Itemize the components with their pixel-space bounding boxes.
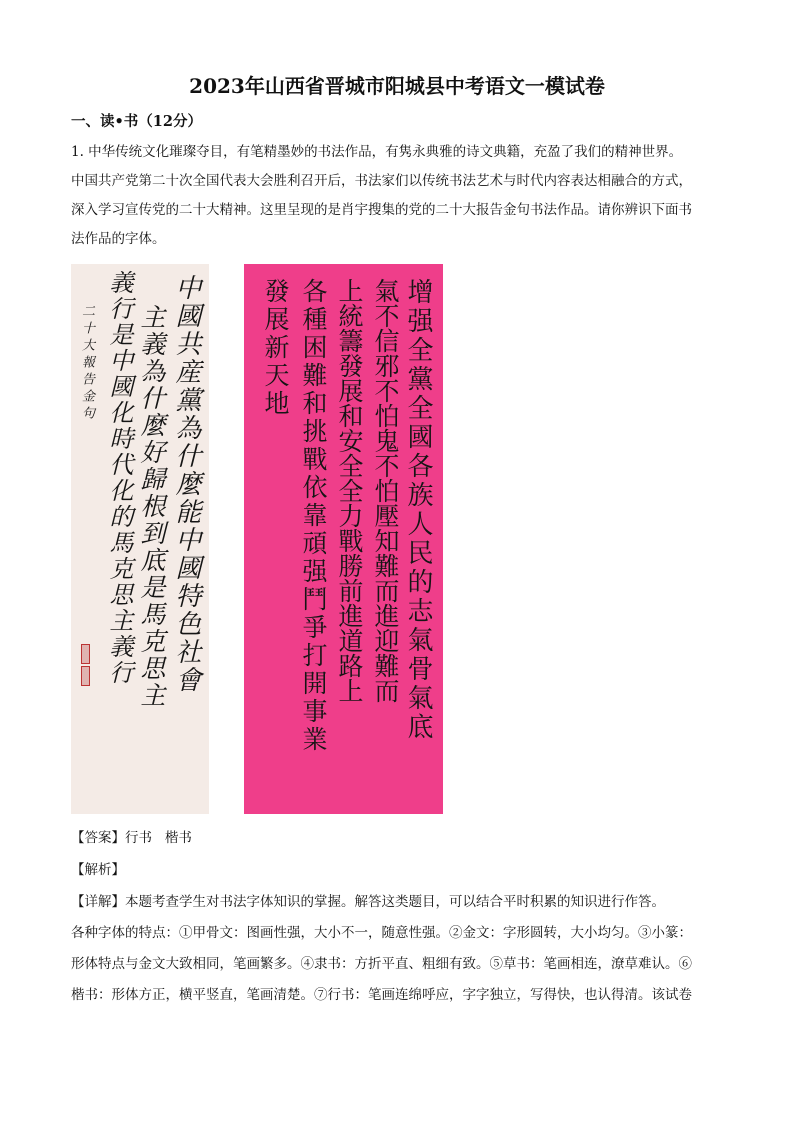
calligraphy-column: 增强全黨全國各族人民的志氣骨氣底	[403, 278, 433, 742]
calligraphy-column: 義行是中國化時代化的馬克思主義行	[105, 270, 133, 686]
answer-label: 【答案】	[71, 830, 125, 846]
section-heading: 一、读•书（12分）	[71, 113, 202, 130]
calligraphy-column: 氣不信邪不怕鬼不怕壓知難而進迎難而	[371, 278, 400, 703]
analysis-label: 【解析】	[71, 862, 125, 878]
detail-label: 【详解】	[71, 894, 125, 910]
answer-text: 行书 楷书	[125, 830, 192, 846]
question-text	[71, 138, 723, 254]
question-line: 深入学习宣传党的二十大精神。这里呈现的是肖宇搜集的党的二十大报告金句书法作品。请你辨识下面书	[71, 202, 692, 218]
calligraphy-column: 發展新天地	[261, 278, 290, 418]
calligraphy-column: 中國共産黨為什麼能中國特色社會	[171, 274, 201, 694]
detail-line: 楷书：形体方正，横平竖直，笔画清楚。⑦行书：笔画连绵呼应，字字独立，写得快，也认得清。该试卷	[71, 987, 692, 1003]
question-line: 中国共产党第二十次全国代表大会胜利召开后，书法家们以传统书法艺术与时代内容表达相融合的方式，	[71, 173, 692, 189]
question-line: 法作品的字体。	[71, 231, 166, 247]
calligraphy-xingshu-image	[71, 264, 209, 814]
calligraphy-column: 主義為什麼好歸根到底是馬克思主	[137, 304, 166, 709]
answer-line	[71, 826, 192, 846]
calligraphy-column: 上統籌發展和安全全力戰勝前進道路上	[335, 278, 364, 703]
detail-line: 【详解】本题考查学生对书法字体知识的掌握。解答这类题目，可以结合平时积累的知识进行作答。	[71, 894, 665, 910]
calligraphy-inscription: 二十大報告金句	[79, 304, 94, 423]
calligraphy-kaishu-image	[244, 264, 443, 814]
detail-text	[71, 887, 731, 1011]
detail-line: 各种字体的特点：①甲骨文：图画性强，大小不一，随意性强。②金文：字形圆转，大小均匀。③小篆：	[71, 925, 692, 941]
seal-stamp	[81, 666, 90, 686]
calligraphy-column: 各種困難和挑戰依靠頑强鬥爭打開事業	[299, 278, 328, 754]
page-title: 2023年山西省晋城市阳城县中考语文一模试卷	[189, 74, 605, 98]
question-line: 1. 中华传统文化璀璨夺目，有笔精墨妙的书法作品，有隽永典雅的诗文典籍，充盈了我们的精神世界。	[71, 144, 683, 160]
detail-line: 形体特点与金文大致相同，笔画繁多。④隶书：方折平直、粗细有致。⑤草书：笔画相连，潦草难认。⑥	[71, 956, 692, 972]
seal-stamp	[81, 644, 90, 664]
